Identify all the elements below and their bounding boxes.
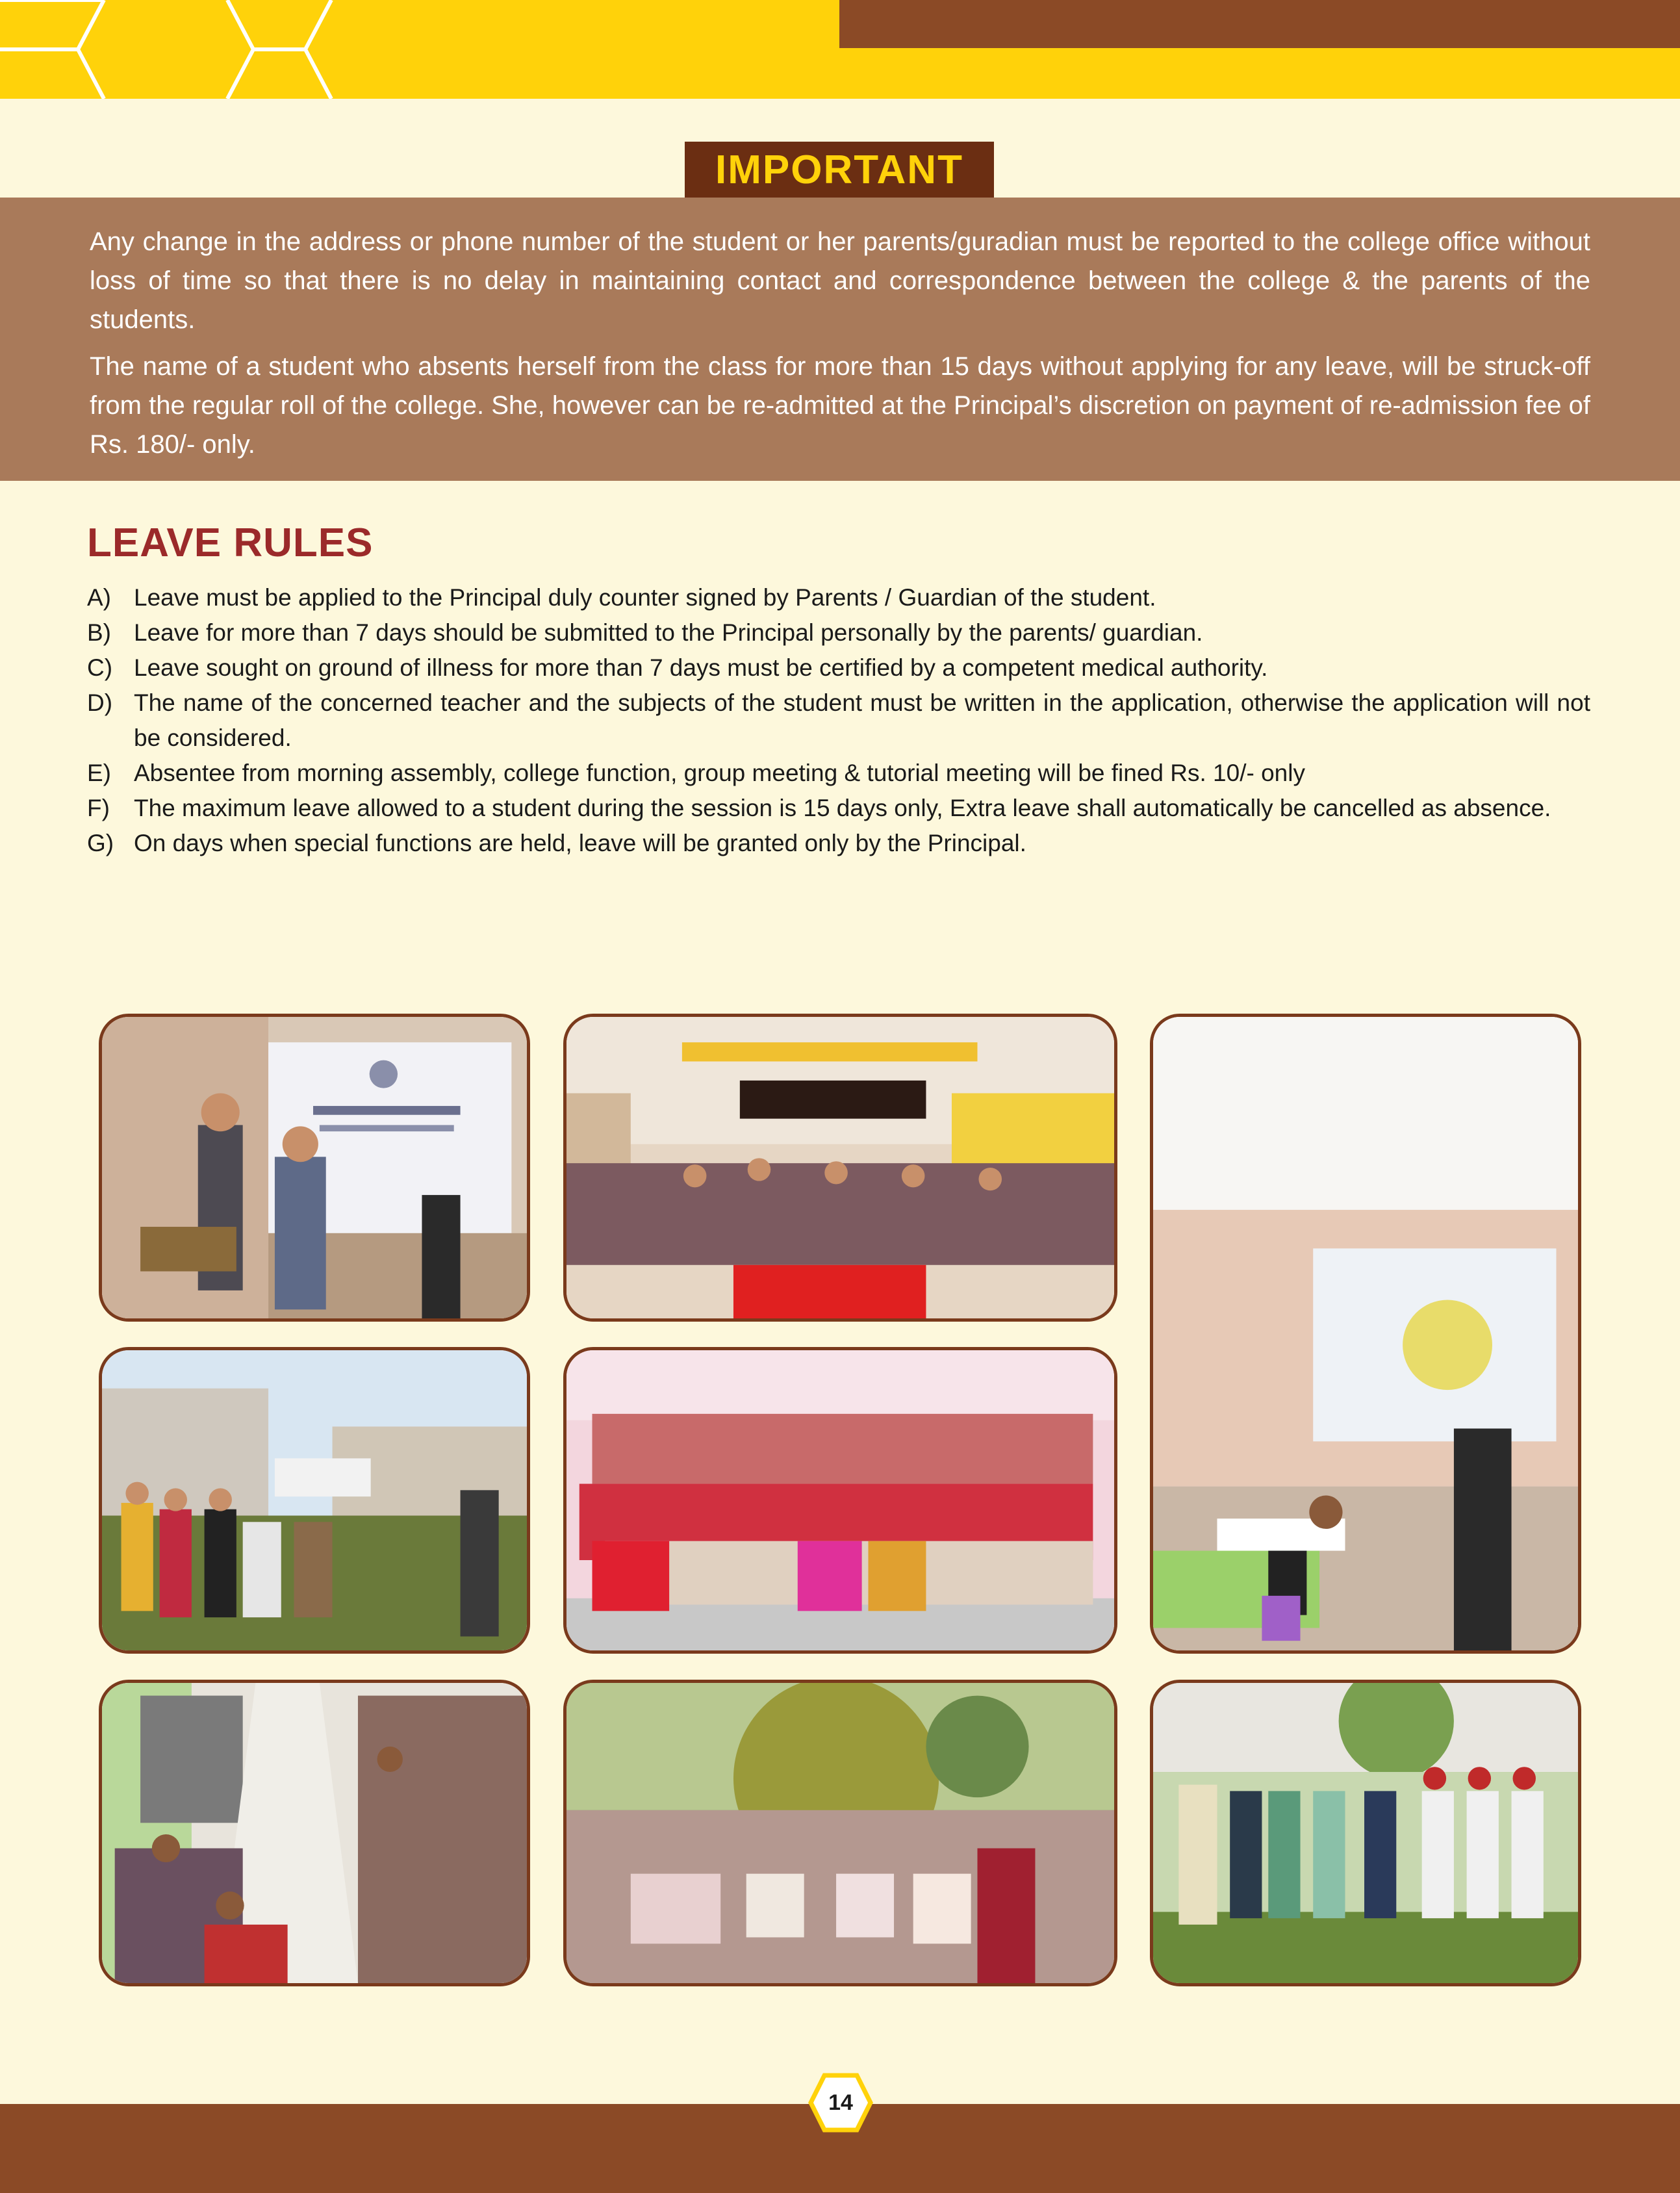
list-item-text: The name of the concerned teacher and the subjects of the student must be written in the application, otherwise the application will not be considered. <box>134 689 1590 751</box>
photo-presentation-lecture <box>99 1014 530 1322</box>
list-item-text: Leave sought on ground of illness for more than 7 days must be certified by a competent medical authority. <box>134 654 1268 681</box>
list-item-letter: G) <box>87 830 114 856</box>
photo-garden-group <box>1150 1680 1581 1986</box>
list-item <box>87 756 1590 791</box>
honeycomb-decoration <box>0 0 364 99</box>
important-heading: IMPORTANT <box>685 142 994 198</box>
notice-paragraph-1: Any change in the address or phone number of the student or her parents/guradian must be reported to the college office without loss of time so that there is no delay in maintaining contact and correspondence between the college & the parents of the students. <box>90 227 1590 334</box>
list-item-text: On days when special functions are held, leave will be granted only by the Principal. <box>134 830 1026 856</box>
header-brown-strip <box>839 0 1680 48</box>
list-item <box>87 791 1590 826</box>
page-number: 14 <box>828 2090 853 2115</box>
list-item <box>87 615 1590 650</box>
list-item-letter: B) <box>87 619 111 646</box>
list-item <box>87 826 1590 861</box>
photo-art-exhibition <box>563 1680 1117 1986</box>
list-item-letter: C) <box>87 654 113 681</box>
photo-children-seated <box>99 1680 530 1986</box>
list-item-text: Absentee from morning assembly, college function, group meeting & tutorial meeting will be fined Rs. 10/- only <box>134 760 1305 786</box>
list-item-letter: A) <box>87 584 111 611</box>
list-item <box>87 650 1590 686</box>
list-item-text: Leave must be applied to the Principal duly counter signed by Parents / Guardian of the student. <box>134 584 1156 611</box>
important-notice-box <box>0 198 1680 481</box>
photo-outdoor-group <box>99 1347 530 1654</box>
list-item-letter: F) <box>87 795 110 821</box>
notice-paragraph-2: The name of a student who absents herself from the class for more than 15 days without applying for any leave, will be struck-off from the regular roll of the college. She, however can be re-admitted at the Principal’s discretion on payment of re-admission fee of Rs. 180/- only. <box>90 352 1590 459</box>
list-item-letter: D) <box>87 689 113 716</box>
leave-rules-title: LEAVE RULES <box>87 520 374 565</box>
photo-group-seated <box>563 1347 1117 1654</box>
list-item <box>87 686 1590 756</box>
leave-rules-list <box>87 580 1590 861</box>
photo-community-event <box>563 1014 1117 1322</box>
list-item-text: The maximum leave allowed to a student during the session is 15 days only, Extra leave shall automatically be cancelled as absence. <box>134 795 1551 821</box>
list-item-letter: E) <box>87 760 111 786</box>
list-item <box>87 580 1590 615</box>
photo-yoga-session <box>1150 1014 1581 1654</box>
list-item-text: Leave for more than 7 days should be submitted to the Principal personally by the parents/ guardian. <box>134 619 1203 646</box>
